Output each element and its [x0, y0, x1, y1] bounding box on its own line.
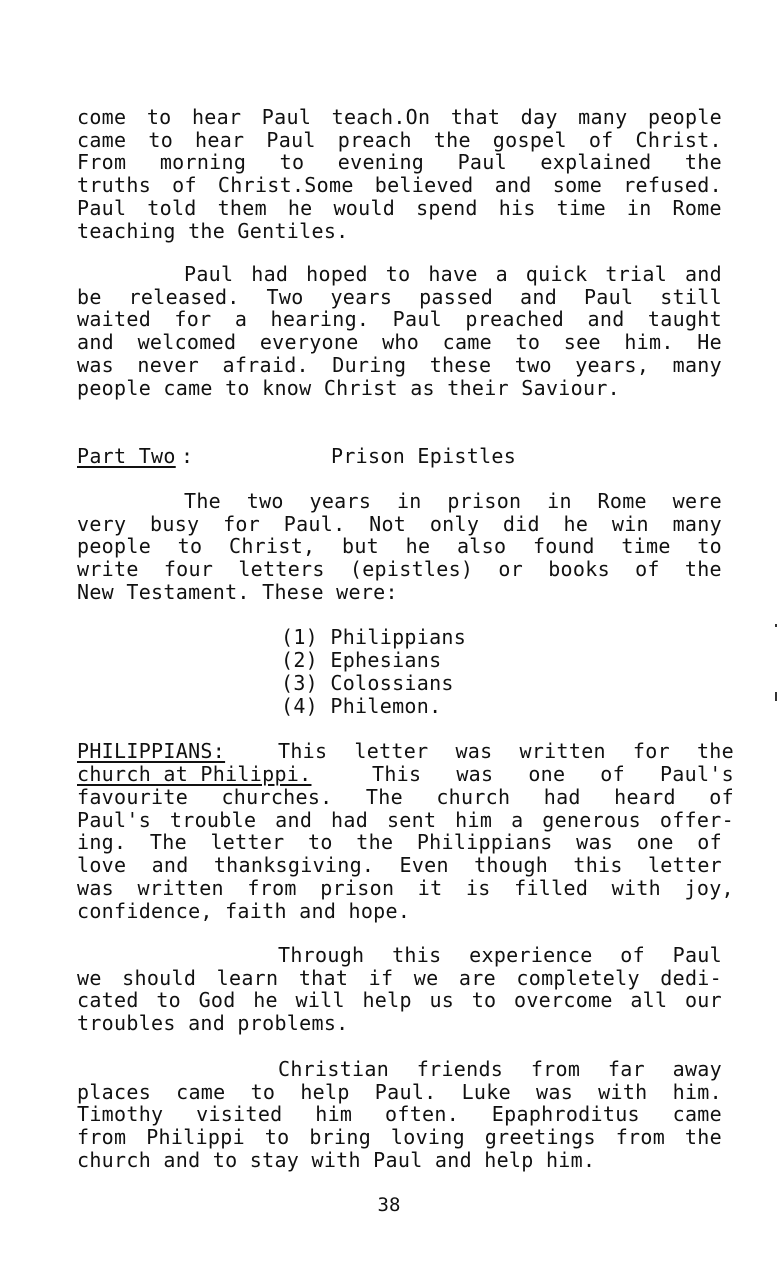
word: us: [429, 988, 455, 1013]
word: we: [77, 965, 102, 990]
word: and: [151, 853, 189, 878]
word: in: [396, 489, 422, 513]
word: to: [385, 262, 411, 286]
word: letter: [210, 830, 285, 855]
text-line: [77, 286, 722, 309]
word: was: [456, 762, 494, 786]
word: generous: [542, 807, 641, 832]
word: who: [382, 330, 420, 355]
word: Paul: [77, 195, 127, 220]
word: them: [217, 195, 267, 220]
word: many: [578, 105, 628, 129]
word: years: [309, 489, 372, 513]
word: his: [498, 195, 536, 220]
word: bring: [309, 1125, 372, 1150]
word: busy: [150, 511, 200, 536]
word: Christ.Some: [217, 173, 354, 198]
word: favourite: [77, 785, 189, 809]
word: was: [455, 739, 493, 763]
word: loving: [390, 1125, 465, 1150]
word: some: [552, 173, 603, 198]
section-title: Prison Epistles: [331, 444, 517, 468]
word: and: [520, 284, 558, 309]
text-line: [77, 308, 722, 331]
word: refused.: [623, 173, 722, 198]
word: this: [573, 853, 623, 878]
word: experience: [469, 943, 593, 967]
word: to: [515, 330, 541, 355]
word: from: [530, 1057, 581, 1081]
word: was: [536, 1079, 574, 1104]
text-line: [77, 106, 722, 129]
word: him.: [624, 330, 674, 355]
word: Christian: [278, 1057, 390, 1081]
word: for: [632, 739, 670, 763]
word: was: [77, 352, 115, 377]
word: never: [137, 352, 200, 377]
word: trial: [605, 262, 668, 286]
word: and: [275, 807, 313, 832]
word: if: [368, 965, 394, 990]
word: and: [684, 262, 722, 286]
word: truths: [77, 173, 152, 198]
text-line: teaching the Gentiles.: [77, 218, 349, 243]
word: far: [607, 1057, 645, 1081]
word: The: [184, 489, 222, 513]
word: This: [278, 739, 328, 763]
word: Paul: [392, 307, 443, 332]
word: a: [511, 807, 524, 832]
word: years: [330, 284, 393, 309]
word: had: [251, 262, 289, 286]
text-line: [184, 263, 722, 286]
word: learn: [216, 965, 279, 990]
text-line: [77, 786, 734, 809]
epistle-list-item: (3) Colossians: [281, 671, 454, 695]
word: many: [672, 511, 722, 536]
word: had: [543, 785, 581, 809]
text-line: [77, 513, 722, 536]
scan-speck: [775, 624, 777, 627]
word: greetings: [484, 1125, 596, 1150]
text-line: [77, 1126, 722, 1149]
text-line: [77, 558, 722, 581]
word: of: [588, 127, 614, 152]
word: teach.On: [331, 105, 431, 129]
word: explained: [540, 150, 652, 175]
word: thanksgiving.: [213, 853, 375, 878]
word: places: [77, 1079, 152, 1104]
word: still: [660, 284, 722, 309]
text-line: [77, 129, 722, 152]
word: Luke: [461, 1079, 511, 1104]
text-line: [77, 1103, 722, 1126]
word: these: [429, 352, 492, 377]
word: God: [198, 988, 236, 1013]
word: From: [77, 150, 127, 175]
word: in: [626, 195, 652, 220]
text-line: [278, 1058, 722, 1081]
word: Two: [266, 284, 304, 309]
word: the: [684, 150, 722, 175]
philippians-heading: PHILIPPIANS:: [77, 739, 226, 763]
word: Not: [369, 511, 407, 536]
word: from: [77, 1125, 127, 1150]
word: come: [77, 105, 127, 129]
word: quick: [525, 262, 588, 286]
word: the: [684, 557, 722, 582]
text-line: [77, 967, 722, 990]
word: was: [77, 875, 115, 900]
word: Philippi: [146, 1125, 245, 1150]
word: Timothy: [77, 1102, 164, 1127]
text-line: troubles and problems.: [77, 1011, 349, 1036]
word: he: [253, 988, 278, 1013]
word: years,: [575, 352, 650, 377]
text-line: [77, 877, 734, 900]
word: people: [647, 105, 722, 129]
word: day: [520, 105, 558, 129]
word: that: [298, 965, 349, 990]
word: also: [456, 534, 507, 559]
word: He: [697, 330, 722, 355]
word: should: [122, 965, 197, 990]
word: Paul's: [77, 807, 152, 832]
word: church: [436, 785, 511, 809]
word: him.: [672, 1079, 722, 1104]
text-line: [77, 331, 722, 354]
text-line: [278, 740, 734, 763]
word: overcome: [514, 988, 613, 1013]
word: heard: [614, 785, 676, 809]
word: found: [532, 534, 595, 559]
text-line: [77, 174, 722, 197]
word: though: [474, 853, 549, 878]
word: time: [621, 534, 671, 559]
word: people: [77, 534, 152, 559]
philippians-church-heading: church at Philippi.: [77, 762, 312, 786]
word: waited: [77, 307, 152, 332]
word: Paul: [184, 262, 234, 286]
word: he: [563, 511, 589, 536]
word: Epaphroditus: [491, 1102, 640, 1127]
text-line: [77, 151, 722, 174]
word: Christ,: [228, 534, 316, 559]
word: of: [635, 557, 660, 582]
word: our: [684, 988, 722, 1013]
word: came: [77, 127, 127, 152]
word: gospel: [492, 127, 567, 152]
word: that: [450, 105, 501, 129]
word: in: [547, 489, 572, 513]
text-line: [372, 763, 734, 786]
word: Christ.: [635, 127, 722, 152]
word: completely: [516, 965, 640, 990]
word: welcomed: [137, 330, 237, 355]
text-line: people came to know Christ as their Saviour.: [77, 375, 621, 400]
word: Paul: [261, 105, 312, 129]
word: to: [471, 988, 497, 1013]
word: filled: [514, 875, 589, 900]
word: written: [519, 739, 606, 763]
word: was: [576, 830, 614, 855]
word: prison: [447, 489, 522, 513]
word: with: [611, 875, 662, 900]
word: preached: [465, 307, 565, 332]
word: are: [458, 965, 496, 990]
word: and: [587, 307, 625, 332]
word: (epistles): [349, 557, 474, 582]
section-label: Part Two: [77, 444, 176, 468]
word: of: [709, 785, 734, 809]
word: very: [77, 511, 127, 536]
word: Paul.: [374, 1079, 437, 1104]
word: one: [636, 830, 674, 855]
word: two: [246, 489, 284, 513]
word: preach: [337, 127, 412, 152]
word: for: [174, 307, 212, 332]
text-line: [278, 944, 722, 967]
word: two: [514, 352, 552, 377]
word: of: [697, 830, 722, 855]
word: The: [149, 830, 187, 855]
word: hear: [191, 105, 242, 129]
word: often.: [385, 1102, 460, 1127]
word: the: [356, 830, 394, 855]
text-line: [77, 809, 734, 832]
word: love: [77, 853, 127, 878]
word: time: [556, 195, 606, 220]
word: dedi-: [660, 965, 722, 990]
word: have: [428, 262, 478, 286]
word: only: [429, 511, 480, 536]
word: the: [696, 739, 734, 763]
word: prison: [320, 875, 395, 900]
text-line: [184, 490, 722, 513]
word: sent: [386, 807, 437, 832]
word: Paul: [583, 284, 634, 309]
text-line: [77, 989, 722, 1012]
word: help: [362, 988, 412, 1013]
word: written: [137, 875, 224, 900]
word: to: [264, 1125, 290, 1150]
word: and: [494, 173, 532, 198]
word: from: [615, 1125, 666, 1150]
word: to: [146, 105, 172, 129]
word: see: [563, 330, 601, 355]
word: Paul.: [283, 511, 346, 536]
word: passed: [419, 284, 494, 309]
word: away: [672, 1057, 722, 1081]
text-line: [77, 535, 722, 558]
word: all: [630, 988, 668, 1013]
section-colon: :: [181, 444, 194, 468]
word: morning: [159, 150, 247, 175]
word: came: [442, 330, 493, 355]
text-line: [77, 1081, 722, 1104]
word: hearing.: [270, 307, 370, 332]
word: he: [287, 195, 313, 220]
word: would: [333, 195, 396, 220]
word: letter: [354, 739, 429, 763]
word: This: [372, 762, 422, 786]
word: believed: [374, 173, 474, 198]
word: came: [176, 1079, 226, 1104]
text-line: [77, 197, 722, 220]
word: The: [365, 785, 403, 809]
word: During: [332, 352, 407, 377]
word: letter: [647, 853, 722, 878]
text-line: confidence, faith and hope.: [77, 898, 411, 923]
word: but: [342, 534, 380, 559]
word: Paul's: [659, 762, 734, 786]
word: or: [498, 557, 524, 582]
word: will: [295, 988, 345, 1013]
word: Paul: [457, 150, 507, 175]
word: hoped: [306, 262, 368, 286]
word: and: [77, 330, 115, 355]
word: were: [672, 489, 722, 513]
word: hear: [195, 127, 245, 152]
epistle-list-item: (2) Ephesians: [281, 648, 442, 672]
word: cated: [77, 988, 139, 1013]
word: told: [147, 195, 197, 220]
word: this: [392, 943, 442, 967]
word: of: [600, 762, 625, 786]
text-line: [77, 854, 722, 877]
word: one: [528, 762, 566, 786]
word: help: [300, 1079, 350, 1104]
word: to: [156, 988, 181, 1013]
word: offer-: [659, 807, 734, 832]
word: to: [697, 534, 722, 559]
word: is: [465, 875, 491, 900]
word: to: [308, 830, 333, 855]
epistle-list-item: (1) Philippians: [281, 625, 467, 649]
text-line: [77, 354, 722, 377]
word: to: [177, 534, 203, 559]
word: write: [77, 557, 139, 582]
word: he: [405, 534, 431, 559]
word: Paul: [266, 127, 316, 152]
word: Rome: [597, 489, 647, 513]
word: the: [433, 127, 471, 152]
word: four: [163, 557, 214, 582]
word: came: [672, 1102, 722, 1127]
text-line: New Testament. These were:: [77, 579, 398, 604]
word: friends: [416, 1057, 504, 1081]
word: we: [413, 965, 439, 990]
word: everyone: [259, 330, 359, 355]
word: churches.: [221, 785, 333, 809]
word: of: [172, 173, 197, 198]
word: with: [598, 1079, 648, 1104]
word: it: [417, 875, 443, 900]
word: Rome: [672, 195, 722, 220]
word: trouble: [169, 807, 257, 832]
word: for: [223, 511, 261, 536]
word: ing.: [77, 830, 127, 855]
word: win: [611, 511, 649, 536]
word: had: [331, 807, 369, 832]
word: visited: [196, 1102, 283, 1127]
text-line: [77, 831, 722, 854]
word: be: [77, 284, 102, 309]
word: many: [672, 352, 722, 377]
word: Through: [278, 943, 365, 967]
word: a: [495, 262, 508, 286]
word: letters: [238, 557, 325, 582]
word: him: [315, 1102, 353, 1127]
epistle-list-item: (4) Philemon.: [281, 694, 442, 718]
word: him: [455, 807, 493, 832]
word: did: [502, 511, 540, 536]
word: Paul: [672, 943, 722, 967]
word: a: [234, 307, 248, 332]
word: evening: [337, 150, 425, 175]
page-number: 38: [377, 1194, 401, 1216]
word: of: [620, 943, 645, 967]
word: joy,: [684, 875, 734, 900]
word: Philippians: [416, 830, 553, 855]
word: to: [250, 1079, 276, 1104]
word: to: [279, 150, 305, 175]
word: Even: [399, 853, 449, 878]
word: released.: [128, 284, 240, 309]
word: the: [684, 1125, 722, 1150]
word: books: [548, 557, 610, 582]
word: taught: [647, 307, 722, 332]
word: to: [148, 127, 174, 152]
scan-speck: [775, 692, 777, 701]
word: afraid.: [222, 352, 309, 377]
word: spend: [416, 195, 478, 220]
word: from: [247, 875, 297, 900]
text-line: church and to stay with Paul and help him.: [77, 1147, 596, 1172]
